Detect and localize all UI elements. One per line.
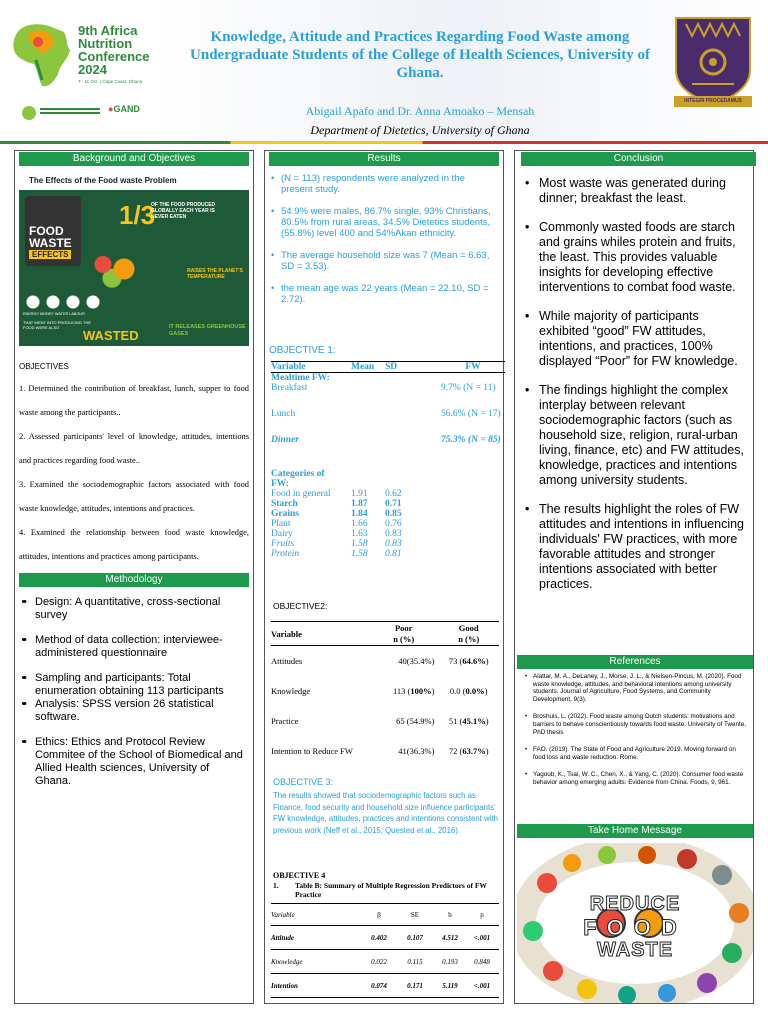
objective2-heading: OBJECTIVE2:	[273, 601, 328, 611]
t1-header-mean: Mean	[351, 362, 375, 372]
takehome-heading: Take Home Message	[517, 824, 753, 838]
result-item: • 54.9% were males, 86.7% single, 93% Christians, 80.5% from rural areas, 34.5% Dietetics students, (55.8%) level 400 and 54%Akan ethnicity.	[281, 206, 495, 239]
t2-row-poor: 41(36.3%)	[398, 745, 435, 756]
t1-row-mean: 1.91	[351, 489, 368, 499]
infographic-title: The Effects of the Food waste Problem	[29, 176, 177, 185]
t1-meal-fw: 75.3% (N = 85)	[441, 435, 501, 445]
results-heading: Results	[269, 152, 499, 166]
t2-header-poor: Poor	[394, 622, 413, 633]
table3-caption-text: Table B: Summary of Multiple Regression Predictors of FW Practice	[295, 881, 487, 899]
t3-row-p: <.001	[473, 933, 491, 942]
table3-caption	[273, 881, 501, 899]
landfill-text: IT RELEASES GREENHOUSE GASES	[169, 324, 246, 337]
t2-row-good-n: 72 (	[448, 745, 463, 756]
t1-categories: Categories of FW:	[271, 469, 325, 489]
methodology-heading: Methodology	[19, 573, 249, 587]
waste-word: WASTE	[29, 236, 72, 250]
reference-item: • Broshuis, L. (2022). Food waste among Dutch students: motivations and barriers to behave conscientiously towards food waste. University of Twente, PhD thesis	[533, 713, 749, 736]
t2-row-good-close: )	[485, 655, 489, 666]
reference-item: • Yagoub, K., Tsai, W. C., Chen, X., & Yang, C. (2020). Consumer food waste behavior among emerging adults: Evidence from China. Foods, 9, 961.	[533, 771, 749, 786]
objective-item: 1. Determined the contribution of breakfast, lunch, supper to food waste among the participants..	[19, 384, 249, 417]
conf-line3: Conference	[78, 49, 150, 64]
t1-row-sd: 0.76	[385, 519, 402, 529]
t2-header-good: Good	[458, 622, 479, 633]
wasted-line: THAT WENT INTO PRODUCING THE FOOD WERE ALSO	[23, 320, 92, 330]
africa-map-icon	[8, 20, 76, 92]
t2-row-poor-pct: 100%	[410, 685, 432, 696]
fans-text	[40, 108, 100, 116]
methodology-item: • • Ethics: Ethics and Protocol Review Commitee of the School of Biomedical and Allied Health sciences, University of Ghana.	[35, 736, 247, 788]
t3-header-b: b	[448, 910, 452, 919]
methodology-item: • • Method of data collection: interviewee-administered questionnaire	[35, 634, 247, 660]
t3-header-se: SE	[410, 910, 420, 919]
t1-row-sd: 0.83	[385, 539, 402, 549]
t1-meal-fw: 56.6% (N = 17)	[441, 409, 501, 419]
methodology-item: • • Design: A quantitative, cross-sectional survey	[35, 596, 247, 622]
result-item: • the mean age was 22 years (Mean = 22.10, SD = 2.72).	[281, 283, 495, 305]
objective-item: 4. Examined the relationship between food waste knowledge, attitudes, intentions and practices among participants.	[19, 528, 249, 561]
t3-row-se: 0.171	[407, 981, 423, 990]
temperature-text: RAISES THE PLANET'S TEMPERATURE	[187, 268, 243, 280]
fruit-cluster	[85, 246, 145, 292]
t1-row-mean: 1.63	[351, 529, 368, 539]
t2-row-good-pct: 0.0%	[465, 685, 485, 696]
t2-row-name: Practice	[271, 715, 299, 726]
never-eaten-text: OF THE FOOD PRODUCED GLOBALLY EACH YEAR IS NEVER EATEN	[151, 202, 216, 220]
t2-row-good-n: 51 (	[448, 715, 463, 726]
t3-header-beta: β	[377, 910, 381, 919]
conf-line1: 9th Africa	[78, 23, 138, 38]
t3-header-p: p	[480, 910, 484, 919]
resource-icons	[23, 294, 103, 310]
t2-row-good-close: )	[485, 745, 489, 756]
conf-line2: Nutrition	[78, 36, 133, 51]
t1-row-mean: 1.58	[351, 539, 368, 549]
column-background	[14, 150, 254, 1004]
t3-row-p: 0.848	[474, 957, 490, 966]
t1-row-name: Grains	[271, 509, 299, 519]
objective4-heading: OBJECTIVE 4	[273, 871, 326, 880]
wasted-word: WASTED	[83, 328, 139, 343]
t2-row-good-close: )	[485, 715, 489, 726]
t2-row-name: Knowledge	[271, 685, 311, 696]
result-item: • The average household size was 7 (Mean = 6.63, SD = 3.53).	[281, 250, 495, 272]
t2-row-poor-n: 113 (	[392, 685, 411, 696]
table-kaip-levels	[271, 621, 499, 766]
t3-row-beta: 0.022	[371, 957, 387, 966]
fans-logo	[22, 106, 36, 120]
t2-row-good-n: 73 (	[448, 655, 463, 666]
t1-row-name: Protein	[271, 549, 300, 559]
objectives-list	[15, 377, 253, 569]
references-heading: References	[517, 655, 753, 669]
t3-row-beta: 0.402	[371, 933, 387, 942]
effects-word: EFFECTS	[29, 250, 71, 259]
t2-row-name: Attitudes	[271, 655, 303, 666]
t1-meal-fw: 9.7% (N = 11)	[441, 383, 496, 393]
conclusion-item: • Commonly wasted foods are starch and grains whiles protein and fruits, the least. This provides valuable insights for developing effective interventions to combat food waste.	[539, 220, 747, 295]
t2-row-poor: 40(35.4%)	[398, 655, 435, 666]
t1-row-sd: 0.85	[385, 509, 402, 519]
t3-row-name: Attitude	[271, 933, 294, 942]
methodology-list	[15, 596, 253, 788]
reduce-food-waste-graphic	[517, 843, 753, 1003]
t2-row-good-n: 0.0 (	[449, 685, 466, 696]
t1-row-name: Dairy	[271, 529, 293, 539]
conclusion-item: • Most waste was generated during dinner; breakfast the least.	[539, 176, 747, 206]
flag-stripe	[0, 141, 768, 144]
crest-motto: INTEGRI PROCEDAMUS	[684, 98, 742, 104]
authors: Abigail Apafo and Dr. Anna Amoako – Mensah	[305, 104, 535, 118]
conclusion-list	[515, 176, 753, 592]
food-word: FOOD	[583, 915, 687, 940]
t2-row-poor-close: )	[431, 685, 435, 696]
t3-row-se: 0.107	[407, 933, 423, 942]
t1-row-mean: 1.87	[351, 499, 368, 509]
references-list	[515, 673, 755, 797]
t3-row-se: 0.115	[407, 957, 423, 966]
conf-dates: 7 - 11 Oct. | Cape Coast, Ghana	[78, 79, 143, 84]
partner-logos	[22, 104, 157, 124]
table-meal-fw	[271, 361, 505, 559]
objective-item: 2. Assessed participants' level of knowledge, attitudes, intentions and practices regarding food waste..	[19, 432, 249, 465]
conclusion-heading: Conclusion	[521, 152, 756, 166]
table-regression	[271, 903, 499, 998]
department: Department of Dietetics, University of Ghana	[310, 123, 530, 137]
university-crest	[672, 14, 754, 110]
result-item: • (N = 113) respondents were analyzed in the present study.	[281, 173, 495, 195]
t1-row-sd: 0.83	[385, 529, 402, 539]
t1-mealtime: Mealtime FW:	[271, 373, 330, 383]
t3-row-p: <.001	[473, 981, 491, 990]
food-word: FOOD	[29, 224, 64, 238]
t1-meal-name: Lunch	[271, 409, 296, 419]
t3-row-b: 4.512	[442, 933, 458, 942]
objective1-heading: OBJECTIVE 1:	[269, 345, 336, 356]
objective-item: 3. Examined the sociodemographic factors associated with food waste knowledge, attitudes, intentions and practices.	[19, 480, 249, 513]
t2-header-variable: Variable	[271, 628, 302, 639]
t3-row-name: Knowledge	[271, 957, 303, 966]
column-results	[264, 150, 504, 1004]
t3-row-b: 0.193	[442, 957, 458, 966]
t1-header-variable: Variable	[271, 362, 306, 372]
t2-row-poor: 65 (54.9%)	[396, 715, 435, 726]
t1-row-sd: 0.81	[385, 549, 402, 559]
t3-header-variable: Variable	[271, 910, 295, 919]
reference-item: • FAO. (2019). The State of Food and Agriculture 2019. Moving forward on food loss and waste reduction. Rome.	[533, 746, 749, 761]
conclusion-item: • The findings highlight the complex interplay between relevant sociodemographic factors (such as household size, religion, rural-urban living, finance, etc) and FW attitudes, knowledge, practices and intentions among university students.	[539, 383, 747, 488]
reference-item: • Alattar, M. A., DeLaney, J., Morse, J. L., & Nielsen-Pincus, M. (2020). Food waste knowledge, attitudes, and behavioral intentions among university students. Journal of Agriculture, Food Systems, and Community Development, 9(3).	[533, 673, 749, 703]
t3-row-name: Intention	[271, 981, 298, 990]
t2-row-good-pct: 45.1%	[462, 715, 486, 726]
t1-row-sd: 0.71	[385, 499, 402, 509]
t2-row-good-close: )	[484, 685, 488, 696]
crest-icon	[672, 14, 754, 110]
t2-row-good-pct: 64.6%	[462, 655, 486, 666]
t1-row-name: Food in general	[271, 489, 331, 499]
t2-header-good-unit: n (%)	[458, 633, 480, 644]
t1-row-mean: 1.84	[351, 509, 368, 519]
t1-header-sd: SD	[385, 362, 398, 372]
t1-meal-name: Dinner	[271, 435, 299, 445]
objective3-heading: OBJECTIVE 3:	[273, 777, 334, 787]
t1-row-name: Fruits	[271, 539, 295, 549]
poster-title: Knowledge, Attitude and Practices Regarding Food Waste among Undergraduate Students of the College of Health Sciences, University of Ghana.	[190, 29, 650, 81]
reduce-word: REDUCE	[589, 893, 681, 915]
table3-caption-num: 1.	[273, 881, 279, 890]
results-list	[265, 166, 503, 305]
gand-logo: ●GAND	[108, 104, 140, 114]
t1-row-name: Starch	[271, 499, 298, 509]
t2-header-poor-unit: n (%)	[393, 633, 415, 644]
t3-row-beta: 0.074	[371, 981, 387, 990]
methodology-item: • • Sampling and participants: Total enumeration obtaining 113 participants	[35, 672, 247, 698]
resources-text: ENERGY MONEY WATER LABOUR	[23, 312, 85, 316]
t1-row-mean: 1.58	[351, 549, 368, 559]
objective3-text: The results showed that sociodemographic factors such as Finance, food security and household size influence participants' FW knowledge, attitudes, practices and intentions consistent with previous work (Neff et al., 2015; Quested et al., 2016).	[273, 791, 498, 835]
food-waste-infographic	[19, 174, 249, 346]
t1-row-mean: 1.66	[351, 519, 368, 529]
conclusion-item: • The results highlight the roles of FW attitudes and intentions in influencing individuals' FW practices, with more favorable attitudes and stronger intentions associated with better practices.	[539, 502, 747, 592]
t2-row-good-pct: 63.7%	[462, 745, 486, 756]
conclusion-item: • While majority of participants exhibited “good” FW attitudes, intentions, and practices, 100% displayed “Poor” for FW knowledge.	[539, 309, 747, 369]
t3-row-b: 5.119	[442, 981, 458, 990]
waste-word: WASTE	[596, 939, 674, 961]
t2-row-name: Intention to Reduce FW	[271, 745, 353, 756]
background-heading: Background and Objectives	[19, 152, 249, 166]
t1-row-sd: 0.62	[385, 489, 402, 499]
t1-header-fw: FW	[465, 362, 481, 372]
column-conclusion	[514, 150, 754, 1004]
conference-logo	[8, 20, 158, 92]
t1-row-name: Plant	[271, 519, 291, 529]
methodology-item: • • Analysis: SPSS version 26 statistical software.	[35, 698, 247, 724]
conf-year: 2024	[78, 62, 107, 77]
fraction-badge: 1/3	[119, 200, 156, 230]
objectives-heading: OBJECTIVES	[19, 362, 69, 371]
t1-meal-name: Breakfast	[271, 383, 308, 393]
